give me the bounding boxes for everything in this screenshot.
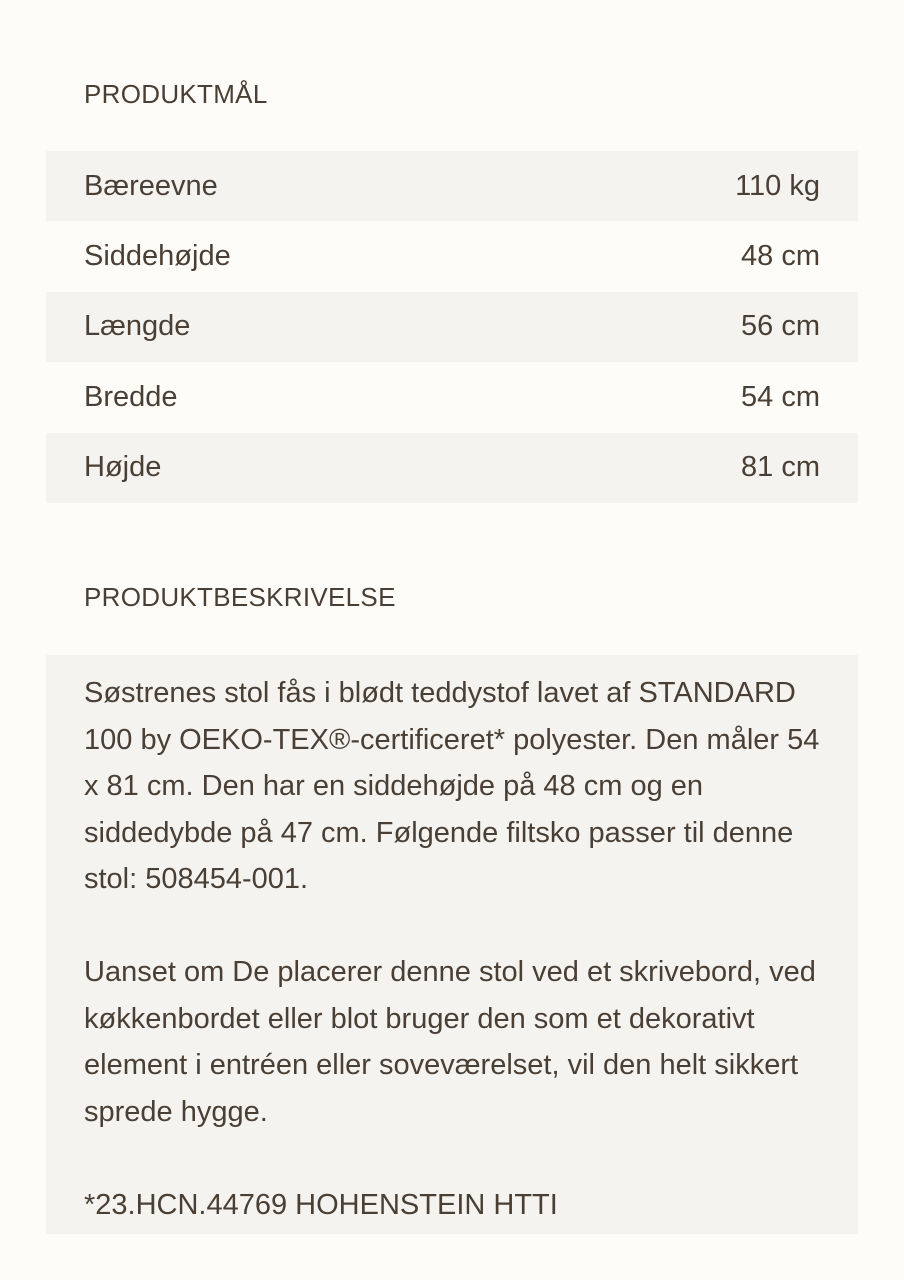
description-paragraph: Uanset om De placerer denne stol ved et skrivebord, ved køkkenbordet eller blot bruger den som et dekorativt element i entréen eller soveværelset, vil den helt sikkert sprede hygge. (84, 956, 816, 1128)
table-row (46, 151, 858, 221)
dimension-value: 81 cm (741, 451, 820, 484)
product-description-heading: PRODUKTBESKRIVELSE (84, 582, 396, 612)
table-row (46, 221, 858, 291)
certificate-footnote: *23.HCN.44769 HOHENSTEIN HTTI (84, 1188, 558, 1221)
dimension-label: Længde (84, 310, 191, 343)
dimension-value: 48 cm (741, 240, 820, 273)
description-paragraph: Søstrenes stol fås i blødt teddystof lavet af STANDARD 100 by OEKO-TEX®-certificeret* polyester. Den måler 54 x 81 cm. Den har en siddehøjde på 48 cm og en siddedybde på 47 cm. Følgende filtsko passer til denne stol: 508454-001. (84, 677, 820, 895)
dimension-label: Højde (84, 451, 162, 484)
product-dimensions-heading: PRODUKTMÅL (84, 79, 268, 109)
dimension-label: Siddehøjde (84, 240, 231, 273)
dimension-value: 54 cm (741, 380, 820, 413)
dimension-label: Bæreevne (84, 169, 218, 202)
dimension-label: Bredde (84, 380, 178, 413)
dimensions-table (46, 151, 858, 503)
dimension-value: 56 cm (741, 310, 820, 343)
table-row (46, 292, 858, 362)
table-row (46, 362, 858, 432)
product-description-box (46, 655, 858, 1234)
dimension-value: 110 kg (735, 169, 820, 202)
table-row (46, 433, 858, 503)
